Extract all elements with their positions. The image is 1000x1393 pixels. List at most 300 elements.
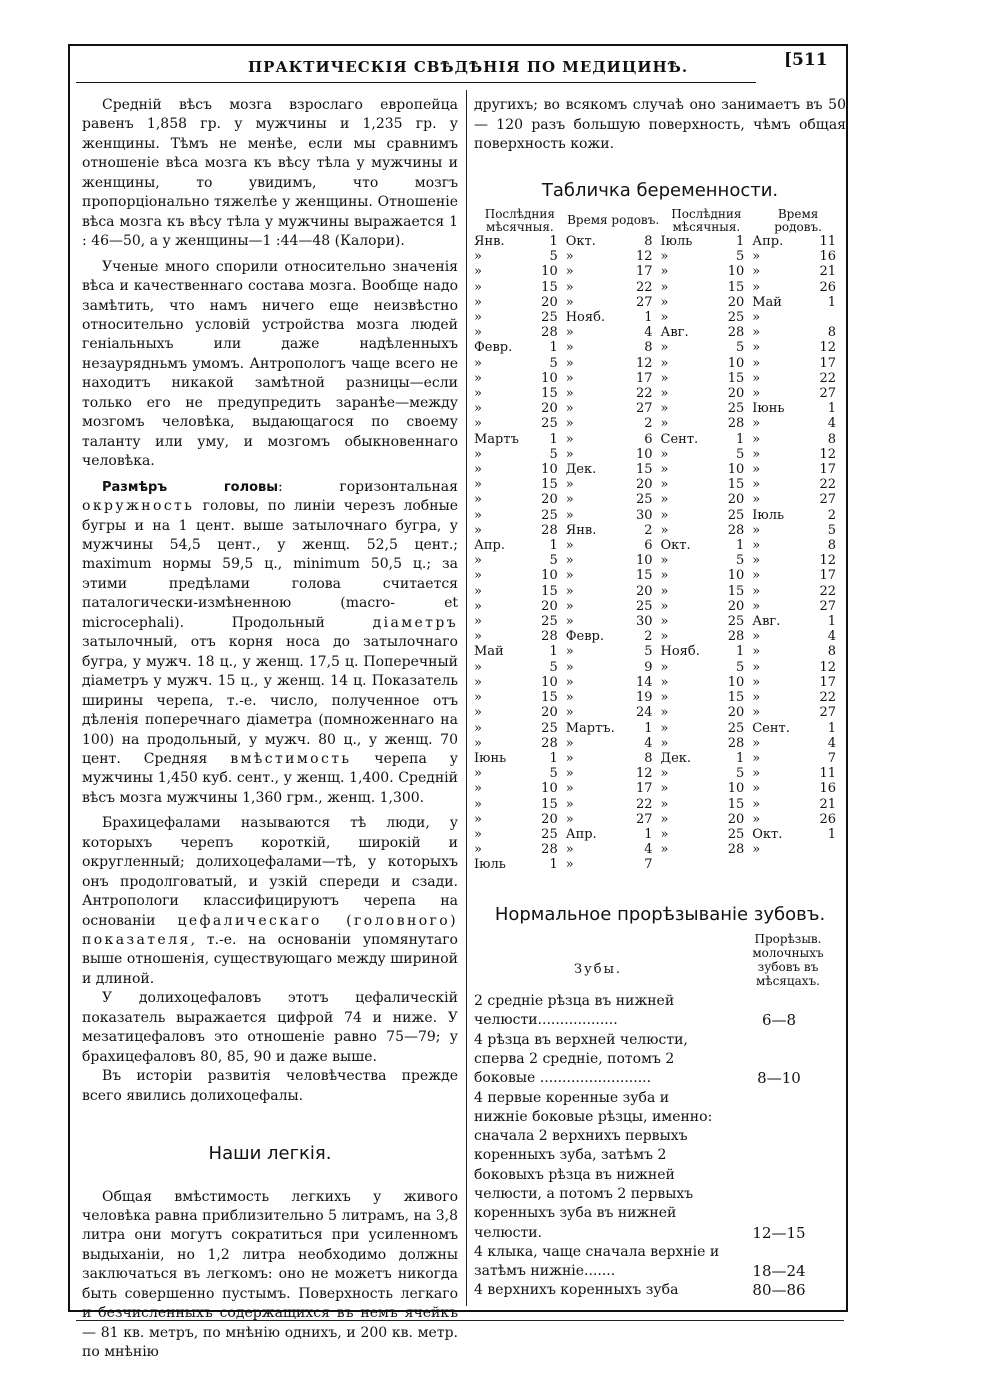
day-cell: 15 <box>727 690 745 706</box>
table-row <box>474 325 844 340</box>
month-cell: » <box>565 325 574 341</box>
month-cell: » <box>474 416 482 432</box>
month-cell: » <box>565 644 574 660</box>
month-cell: Апр. <box>474 538 505 554</box>
day-cell: 15 <box>541 279 558 295</box>
table-row <box>474 492 844 507</box>
table-row <box>474 766 844 781</box>
table-row <box>474 356 844 371</box>
table-row <box>474 234 844 249</box>
month-cell: » <box>660 735 669 751</box>
day-cell: 22 <box>819 477 836 493</box>
column-header: Прорѣзыв. молочныхъ зубовъ въ мѣсяцахъ. <box>752 932 824 989</box>
day-cell: 10 <box>727 781 745 797</box>
day-cell: 4 <box>644 842 653 858</box>
day-cell: 15 <box>727 477 745 493</box>
month-cell: » <box>752 446 761 462</box>
month-cell: » <box>660 614 669 630</box>
month-cell: » <box>752 355 761 371</box>
month-cell: » <box>752 477 761 493</box>
month-cell: Авг. <box>752 614 781 630</box>
day-cell: 25 <box>541 614 558 630</box>
day-cell <box>800 857 844 872</box>
day-cell: 12 <box>819 659 836 675</box>
day-cell: 15 <box>727 796 745 812</box>
table-row <box>474 416 844 431</box>
month-cell: » <box>474 279 482 295</box>
day-cell: 5 <box>549 553 558 569</box>
month-cell: » <box>660 507 669 523</box>
month-cell: Февр. <box>565 629 604 645</box>
table-row <box>474 629 844 644</box>
table-row <box>474 992 846 1031</box>
day-cell: 2 <box>644 416 653 432</box>
day-cell: 17 <box>635 781 653 797</box>
month-cell: Іюль <box>752 507 785 523</box>
month-cell: » <box>660 294 669 310</box>
month-cell: » <box>474 583 482 599</box>
month-cell: » <box>565 781 574 797</box>
month-cell: » <box>752 538 761 554</box>
month-cell: » <box>474 325 482 341</box>
table-row <box>474 736 844 751</box>
day-cell: 17 <box>635 264 653 280</box>
teeth-description: 4 клыка, чаще сначала верхніе и затѣмъ нижніе....... <box>474 1243 720 1280</box>
bottom-rule <box>76 1320 844 1321</box>
month-cell: » <box>660 811 669 827</box>
month-cell: » <box>752 735 761 751</box>
day-cell: 1 <box>549 644 558 660</box>
month-cell: » <box>752 705 761 721</box>
table-row <box>474 568 844 583</box>
month-cell: » <box>474 766 482 782</box>
month-cell: » <box>752 796 761 812</box>
day-cell: 22 <box>819 583 836 599</box>
day-cell: 28 <box>727 522 745 538</box>
day-cell: 15 <box>541 796 558 812</box>
month-cell: » <box>752 264 761 280</box>
day-cell: 10 <box>635 553 653 569</box>
month-cell: » <box>660 522 669 538</box>
day-cell: 15 <box>727 583 745 599</box>
month-cell: » <box>752 462 761 478</box>
paragraph: Размѣръ головы: горизонтальная окружность головы, по линіи черезъ лобные бугры и на 1 цент. выше затылочнаго бугра, у мужчины 54,5 цент., у женщ. 52,5 цент.; maximum нормы 59,5 ц., minimum 50,5 ц.; за этими предѣлами голова считается паталогически-измѣненною (macro- et microcephali). Продольный діаметръ затылочный, отъ корня носа до затылочнаго бугра, у мужч. 18 ц., у женщ. 17,5 ц. Поперечный діаметръ у мужч. 15 ц., у женщ. 14 ц. Показатель ширины черепа, т.-е. число, полученное отъ дѣленія поперечнаго діаметра (помноженнаго на 100) на продольный, у мужч. 80 ц., у женщ. 70 цент. Средняя вмѣстимость черепа у мужчины 1,450 куб. сент., у женщ. 1,400. Средній вѣсъ мозга мужчины 1,360 грм., женщ. 1,300. <box>82 478 458 806</box>
month-cell: Іюль <box>660 234 693 249</box>
day-cell: 8 <box>644 234 653 249</box>
day-cell: 20 <box>541 294 558 310</box>
teeth-months: 8—10 <box>757 1069 801 1088</box>
month-cell: » <box>752 750 761 766</box>
teeth-months: 6—8 <box>761 1011 797 1030</box>
month-cell: » <box>474 568 482 584</box>
table-row <box>474 401 844 416</box>
day-cell: 25 <box>541 507 558 523</box>
table-row <box>474 721 844 736</box>
table-row <box>474 523 844 538</box>
month-cell: » <box>565 705 574 721</box>
day-cell: 2 <box>827 507 836 523</box>
day-cell: 20 <box>541 492 558 508</box>
month-cell: » <box>752 674 761 690</box>
table-row <box>474 584 844 599</box>
month-cell: » <box>565 264 574 280</box>
run-in-heading: Размѣръ головы <box>102 479 279 495</box>
month-cell: » <box>660 462 669 478</box>
table-row <box>474 1243 846 1282</box>
day-cell: 28 <box>541 842 558 858</box>
day-cell: 20 <box>727 598 745 614</box>
day-cell: 25 <box>635 598 653 614</box>
day-cell <box>800 842 844 857</box>
table-row <box>474 1281 846 1300</box>
month-cell: » <box>565 583 574 599</box>
day-cell: 11 <box>819 766 836 782</box>
month-cell: » <box>660 370 669 386</box>
month-cell: » <box>660 781 669 797</box>
month-cell: » <box>565 553 574 569</box>
day-cell: 28 <box>541 735 558 751</box>
day-cell: 20 <box>541 811 558 827</box>
day-cell: 8 <box>827 538 836 554</box>
month-cell: » <box>565 766 574 782</box>
day-cell <box>708 857 752 872</box>
month-cell: » <box>660 766 669 782</box>
month-cell: » <box>474 386 482 402</box>
day-cell: 7 <box>827 750 836 766</box>
month-cell: Апр. <box>752 234 784 249</box>
month-cell: » <box>660 568 669 584</box>
day-cell: 5 <box>735 766 745 782</box>
month-cell: » <box>474 811 482 827</box>
day-cell: 27 <box>635 401 653 417</box>
day-cell: 27 <box>819 705 836 721</box>
month-cell: » <box>565 249 574 265</box>
day-cell: 4 <box>827 735 836 751</box>
table-row <box>474 1089 846 1243</box>
day-cell: 27 <box>635 811 653 827</box>
day-cell: 17 <box>819 355 836 371</box>
month-cell: » <box>474 735 482 751</box>
table-row <box>474 675 844 690</box>
month-cell: » <box>474 690 482 706</box>
month-cell: Окт. <box>565 234 596 249</box>
month-cell: » <box>565 507 574 523</box>
table-row <box>474 812 844 827</box>
month-cell: » <box>752 598 761 614</box>
day-cell: 15 <box>541 690 558 706</box>
day-cell: 5 <box>549 249 558 265</box>
day-cell: 17 <box>819 674 836 690</box>
day-cell: 4 <box>644 325 653 341</box>
table-row <box>474 690 844 705</box>
paragraph: У долихоцефаловъ этотъ цефалическій показатель выражается цифрой 74 и ниже. У мезатицефаловъ это отношеніе равно 75—79; у брахицефаловъ 80, 85, 90 и даже выше. <box>82 990 458 1065</box>
day-cell: 10 <box>541 370 558 386</box>
paragraph: Среднiй вѣсъ мозга взрослаго европейца равенъ 1,858 гр. у мужчины и 1,235 гр. у женщины. Тѣмъ не менѣе, если мы сравнимъ отношеніе вѣса мозга къ вѣсу тѣла у мужчины и женщины, то увидимъ, что мозгъ пропорціонально тяжелѣе у женщины. Отношеніе вѣса мозга къ вѣсу тѣла у мужчины выражается 1 : 46—50, а у женщины—1 :44—48 (Калори). <box>82 97 458 250</box>
day-cell: 15 <box>635 462 653 478</box>
day-cell: 20 <box>541 401 558 417</box>
teeth-table-title: Нормальное прорѣзываніе зубовъ. <box>494 903 826 925</box>
day-cell: 27 <box>819 386 836 402</box>
day-cell: 25 <box>727 614 745 630</box>
day-cell: 5 <box>735 659 745 675</box>
month-cell: » <box>660 659 669 675</box>
column-header: Послѣдния мѣсячныя. <box>671 207 742 234</box>
month-cell: » <box>660 249 669 265</box>
right-column <box>474 96 846 1301</box>
day-cell: 24 <box>635 705 653 721</box>
paragraph: другихъ; во всякомъ случаѣ оно занимаетъ въ 50 — 120 разъ большую поверхность, чѣмъ общая поверхность кожи. <box>474 97 846 152</box>
month-cell: » <box>474 720 482 736</box>
month-cell: » <box>565 659 574 675</box>
table-row <box>474 751 844 766</box>
month-cell: » <box>565 477 574 493</box>
month-cell: Окт. <box>752 826 783 842</box>
table-row <box>474 705 844 720</box>
month-cell: » <box>752 310 761 326</box>
month-cell: » <box>752 842 761 858</box>
day-cell: 25 <box>541 310 558 326</box>
month-cell: » <box>752 416 761 432</box>
month-cell: » <box>474 614 482 630</box>
day-cell: 1 <box>735 750 745 766</box>
table-row <box>474 340 844 355</box>
month-cell: » <box>474 553 482 569</box>
day-cell: 1 <box>644 720 653 736</box>
month-cell: » <box>752 325 761 341</box>
day-cell: 1 <box>827 401 836 417</box>
table-row <box>474 386 844 401</box>
day-cell: 30 <box>635 614 653 630</box>
day-cell: 27 <box>819 598 836 614</box>
month-cell: » <box>474 659 482 675</box>
day-cell: 28 <box>541 522 558 538</box>
day-cell: 8 <box>827 431 836 447</box>
left-column <box>82 96 458 1363</box>
day-cell: 10 <box>727 568 745 584</box>
teeth-months: 18—24 <box>752 1262 806 1281</box>
day-cell: 25 <box>727 720 745 736</box>
table-row <box>474 781 844 796</box>
month-cell: » <box>474 796 482 812</box>
month-cell: Янв. <box>474 234 505 249</box>
day-cell: 20 <box>635 477 653 493</box>
month-cell: Май <box>752 294 782 310</box>
month-cell: » <box>660 340 669 356</box>
day-cell: 15 <box>541 583 558 599</box>
table-row <box>474 857 844 872</box>
table-row <box>474 462 844 477</box>
month-cell: Авг. <box>660 325 689 341</box>
day-cell: 10 <box>727 264 745 280</box>
table-row <box>474 310 844 325</box>
day-cell: 15 <box>635 568 653 584</box>
teeth-description: 4 первые коренные зуба и нижніе боковые рѣзцы, именно: сначала 2 верхнихъ первыхъ коренныхъ зуба, затѣмъ 2 боковыхъ рѣзца въ нижней челюсти, а потомъ 2 первыхъ коренныхъ зуба въ нижней челюсти. <box>474 1089 713 1241</box>
day-cell: 10 <box>541 674 558 690</box>
column-header: Время родовъ. <box>567 213 660 228</box>
day-cell: 17 <box>635 370 653 386</box>
teeth-months: 80—86 <box>752 1281 806 1300</box>
month-cell: » <box>565 294 574 310</box>
day-cell: 1 <box>644 826 653 842</box>
month-cell: Іюль <box>474 857 506 873</box>
day-cell: 20 <box>727 294 745 310</box>
day-cell: 27 <box>635 294 653 310</box>
month-cell: » <box>660 720 669 736</box>
day-cell: 5 <box>549 659 558 675</box>
month-cell: » <box>660 583 669 599</box>
day-cell: 20 <box>541 598 558 614</box>
day-cell: 1 <box>827 720 836 736</box>
table-row <box>474 660 844 675</box>
day-cell: 8 <box>827 325 836 341</box>
paragraph: Ученые много спорили относительно значенія вѣса и качественнаго состава мозга. Вообще надо замѣтить, что намъ ничего еще неизвѣстно относительно условій устройства мозга людей геніальныхъ или даже надѣленныхъ незаурядньмъ умомъ. Антропологъ чаще всего не находитъ никакой замѣтной разницы—если только его не предупредить заранѣе—между мозгомъ человѣка, выдающагося по своему таланту или уму, и мозгомъ обыкновеннаго человѣка. <box>82 258 458 470</box>
teeth-description: 4 верхнихъ коренныхъ зуба <box>474 1282 679 1299</box>
month-cell: » <box>474 705 482 721</box>
day-cell: 10 <box>727 355 745 371</box>
month-cell: Іюнь <box>474 750 507 766</box>
month-cell: » <box>565 842 574 858</box>
day-cell: 22 <box>819 690 836 706</box>
month-cell: » <box>752 568 761 584</box>
month-cell: » <box>660 598 669 614</box>
table-row <box>474 1031 846 1089</box>
column-header: Послѣдния мѣсячныя. <box>484 207 555 234</box>
day-cell: 16 <box>819 781 836 797</box>
day-cell: 5 <box>735 446 745 462</box>
table-row <box>474 614 844 629</box>
paragraph: Общая вмѣстимость легкихъ у живого человѣка равна приблизительно 5 литрамъ, на 3,8 литра они могутъ сократиться при усиленномъ выдыханіи, но 1,2 литра необходимо должны заключаться въ легкомъ: оно не можетъ никогда быть совершенно пустымъ. Поверхность легкаго и безчисленныхъ содержащихся въ немъ ячейкъ — 81 кв. метръ, по мнѣнію однихъ, и 200 кв. метр. по мнѣнію <box>82 1188 458 1361</box>
month-cell: » <box>660 826 669 842</box>
month-cell: » <box>474 249 482 265</box>
day-cell: 26 <box>819 811 836 827</box>
day-cell: 5 <box>644 644 653 660</box>
day-cell: 10 <box>635 446 653 462</box>
month-cell: » <box>565 735 574 751</box>
running-title: ПРАКТИЧЕСКІЯ СВѢДѢНІЯ ПО МЕДИЦИНѢ. <box>248 58 689 76</box>
table-row <box>474 842 844 857</box>
day-cell: 21 <box>819 796 836 812</box>
day-cell: 1 <box>549 431 558 447</box>
month-cell: » <box>752 340 761 356</box>
day-cell: 20 <box>727 811 745 827</box>
table-row <box>474 371 844 386</box>
month-cell: » <box>474 294 482 310</box>
month-cell: » <box>565 355 574 371</box>
month-cell: Дек. <box>660 750 692 766</box>
day-cell: 1 <box>827 614 836 630</box>
month-cell: » <box>660 264 669 280</box>
table-row <box>474 797 844 812</box>
day-cell: 6 <box>644 431 653 447</box>
month-cell: » <box>474 522 482 538</box>
month-cell: » <box>565 492 574 508</box>
month-cell: » <box>474 310 482 326</box>
day-cell: 15 <box>727 370 745 386</box>
month-cell: » <box>565 416 574 432</box>
month-cell: Нояб. <box>660 644 700 660</box>
month-cell: » <box>565 811 574 827</box>
table-row <box>474 538 844 553</box>
month-cell: » <box>660 355 669 371</box>
day-cell: 30 <box>635 507 653 523</box>
day-cell: 22 <box>635 796 653 812</box>
month-cell: » <box>660 842 669 858</box>
day-cell: 1 <box>735 431 745 447</box>
month-cell: » <box>752 492 761 508</box>
month-cell: Дек. <box>565 462 597 478</box>
day-cell: 5 <box>549 355 558 371</box>
teeth-description: 2 средніе рѣзца въ нижней челюсти.................. <box>474 993 675 1029</box>
month-cell: » <box>474 446 482 462</box>
table-row <box>474 447 844 462</box>
month-cell: » <box>565 568 574 584</box>
day-cell: 28 <box>727 629 745 645</box>
day-cell: 28 <box>727 842 745 858</box>
month-cell: » <box>474 477 482 493</box>
month-cell: » <box>565 690 574 706</box>
month-cell: » <box>660 446 669 462</box>
month-cell: » <box>752 279 761 295</box>
month-cell: » <box>660 279 669 295</box>
day-cell: 1 <box>735 644 745 660</box>
month-cell: » <box>752 781 761 797</box>
day-cell: 1 <box>549 857 558 873</box>
day-cell: 2 <box>644 522 653 538</box>
month-cell: » <box>565 431 574 447</box>
day-cell: 28 <box>727 325 745 341</box>
day-cell: 10 <box>541 781 558 797</box>
table-row <box>474 280 844 295</box>
month-cell: Окт. <box>660 538 691 554</box>
day-cell: 25 <box>541 826 558 842</box>
table-row <box>474 249 844 264</box>
day-cell: 15 <box>541 386 558 402</box>
month-cell: » <box>660 310 669 326</box>
column-header: Зубы. <box>574 962 623 978</box>
day-cell: 6 <box>644 538 653 554</box>
day-cell: 25 <box>727 310 745 326</box>
month-cell: » <box>565 538 574 554</box>
day-cell: 25 <box>727 507 745 523</box>
month-cell: » <box>565 674 574 690</box>
month-cell: » <box>474 492 482 508</box>
table-row <box>474 264 844 279</box>
month-cell: » <box>474 598 482 614</box>
month-cell: » <box>660 796 669 812</box>
day-cell: 1 <box>827 826 836 842</box>
month-cell: » <box>565 446 574 462</box>
day-cell: 20 <box>727 386 745 402</box>
month-cell: » <box>474 781 482 797</box>
month-cell: Іюнь <box>752 401 785 417</box>
month-cell: » <box>660 553 669 569</box>
day-cell: 25 <box>727 826 745 842</box>
day-cell: 28 <box>727 735 745 751</box>
day-cell: 10 <box>541 264 558 280</box>
month-cell: » <box>752 644 761 660</box>
month-cell: » <box>752 431 761 447</box>
month-cell: » <box>565 750 574 766</box>
day-cell: 1 <box>735 234 745 249</box>
month-cell: » <box>752 522 761 538</box>
day-cell: 22 <box>635 386 653 402</box>
month-cell: » <box>660 674 669 690</box>
month-cell: » <box>752 553 761 569</box>
month-cell: » <box>565 796 574 812</box>
month-cell: » <box>752 249 761 265</box>
month-cell: » <box>474 507 482 523</box>
day-cell: 26 <box>819 279 836 295</box>
